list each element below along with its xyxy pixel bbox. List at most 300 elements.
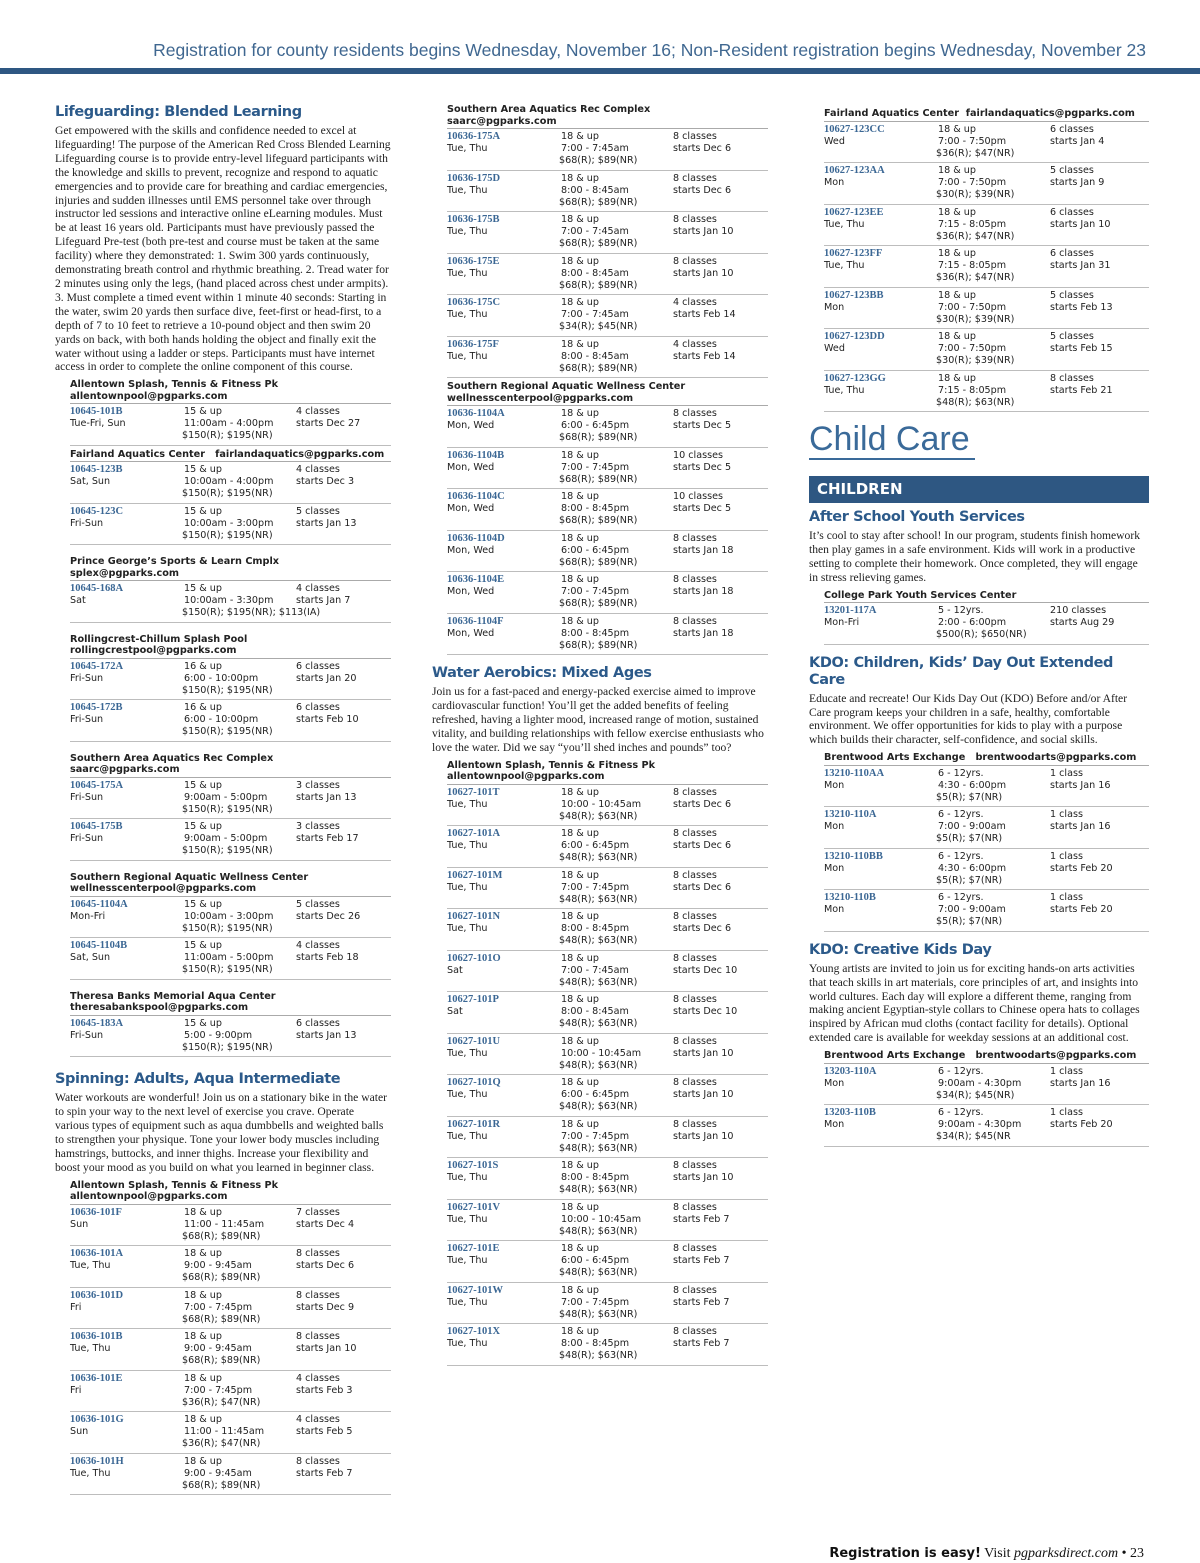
venue-email[interactable]: saarc@pgparks.com xyxy=(70,764,180,776)
class-time: 4:30 - 6:00pm xyxy=(938,862,1007,874)
class-age: 15 & up xyxy=(184,940,222,952)
class-days: Mon, Wed xyxy=(447,461,495,473)
class-code[interactable]: 10627-123CC xyxy=(824,123,885,135)
venue-header xyxy=(70,750,391,778)
class-fee: $5(R); $7(NR) xyxy=(936,833,1003,845)
class-row[interactable] xyxy=(447,1324,768,1366)
class-row[interactable] xyxy=(70,581,391,623)
class-fee: $150(R); $195(NR) xyxy=(182,922,273,934)
class-fee: $5(R); $7(NR) xyxy=(936,874,1003,886)
class-code[interactable]: 10636-101G xyxy=(70,1414,124,1426)
class-start: starts Jan 16 xyxy=(1050,1077,1111,1089)
class-days: Mon xyxy=(824,177,845,188)
class-start: starts Jan 10 xyxy=(673,1047,734,1059)
venue-email[interactable]: allentownpool@pgparks.com xyxy=(70,1191,228,1203)
class-count: 7 classes xyxy=(296,1206,340,1218)
class-days: Mon xyxy=(824,779,845,791)
class-count: 5 classes xyxy=(1050,165,1094,176)
venue-email[interactable]: saarc@pgparks.com xyxy=(447,115,557,127)
class-row[interactable] xyxy=(70,659,391,701)
class-age: 18 & up xyxy=(561,1284,599,1296)
venue-name: Fairland Aquatics Center xyxy=(70,448,205,460)
class-code[interactable]: 10645-123C xyxy=(70,505,124,517)
class-code[interactable]: 10636-1104D xyxy=(447,532,505,544)
class-row[interactable] xyxy=(447,572,768,614)
class-count: 8 classes xyxy=(673,131,717,142)
class-time: 9:00am - 4:30pm xyxy=(938,1119,1022,1131)
class-row[interactable] xyxy=(70,1205,391,1247)
class-age: 15 & up xyxy=(184,898,222,910)
section-description: Join us for a fast-paced and energy-packed exercise aimed to improve cardiovascular function! You’ll get the added benefits of feeling refreshed, having a lighter mood, increased range of motion, sustained vitality, and building relationships with fellow exercise enthusiasts who love the water. Did we say “you’ll shed inches and pounds” too? xyxy=(432,685,764,754)
class-age: 18 & up xyxy=(561,255,599,267)
class-row[interactable] xyxy=(70,897,391,939)
class-code[interactable]: 10627-123AA xyxy=(824,165,885,176)
class-code[interactable]: 10636-175C xyxy=(447,297,501,308)
class-code[interactable]: 10636-1104E xyxy=(447,574,505,585)
class-age: 15 & up xyxy=(184,406,222,418)
class-time: 6:00 - 6:45pm xyxy=(561,840,630,852)
class-row[interactable] xyxy=(70,1371,391,1413)
class-time: 7:00 - 7:50pm xyxy=(938,135,1007,147)
class-count: 4 classes xyxy=(296,1372,340,1384)
class-row[interactable] xyxy=(447,909,768,951)
class-fee: $68(R); $89(NR) xyxy=(559,473,638,485)
class-code[interactable]: 10627-101U xyxy=(447,1035,501,1047)
section-title[interactable]: After School Youth Services xyxy=(809,509,1025,525)
class-row[interactable] xyxy=(447,129,768,171)
class-days: Tue, Thu xyxy=(70,1343,111,1355)
class-age: 18 & up xyxy=(938,331,976,342)
class-code[interactable]: 10636-1104B xyxy=(447,449,505,461)
class-code[interactable]: 10627-101O xyxy=(447,952,501,964)
class-code[interactable]: 10645-101B xyxy=(70,406,123,418)
class-start: starts Jan 13 xyxy=(296,517,357,529)
class-list xyxy=(432,785,768,1366)
class-code[interactable]: 10636-1104A xyxy=(447,408,505,419)
class-code[interactable]: 10627-101V xyxy=(447,1201,501,1213)
class-code[interactable]: 13210-110B xyxy=(824,892,876,904)
venue-email[interactable]: allentownpool@pgparks.com xyxy=(70,390,228,402)
section-title[interactable]: Spinning: Adults, Aqua Intermediate xyxy=(55,1071,341,1088)
class-row[interactable] xyxy=(824,603,1149,645)
class-age: 18 & up xyxy=(561,828,599,840)
class-code[interactable]: 10627-123BB xyxy=(824,289,884,301)
venue-name: Fairland Aquatics Center xyxy=(824,108,959,119)
class-row[interactable] xyxy=(70,1288,391,1330)
class-start: starts Jan 10 xyxy=(673,267,734,279)
section-title[interactable]: Lifeguarding: Blended Learning xyxy=(55,104,302,120)
class-code[interactable]: 10645-1104B xyxy=(70,940,128,952)
class-count: 8 classes xyxy=(673,952,717,964)
class-count: 6 classes xyxy=(296,702,340,714)
class-row[interactable] xyxy=(447,951,768,993)
class-fee: $5(R); $7(NR) xyxy=(936,916,1003,928)
class-code[interactable]: 10636-175E xyxy=(447,255,500,267)
class-row[interactable] xyxy=(824,1064,1149,1106)
class-count: 3 classes xyxy=(296,779,340,791)
class-fee: $68(R); $89(NR) xyxy=(559,279,638,291)
class-fee: $68(R); $89(NR) xyxy=(559,432,638,443)
class-code[interactable]: 10627-123DD xyxy=(824,331,885,342)
class-row[interactable] xyxy=(447,1200,768,1242)
section-title[interactable]: KDO: Creative Kids Day xyxy=(809,941,992,958)
class-time: 7:00 - 7:45pm xyxy=(561,1130,630,1142)
class-row[interactable] xyxy=(824,807,1149,849)
class-row[interactable] xyxy=(70,778,391,820)
venue-header xyxy=(70,553,391,581)
class-code[interactable]: 10627-101W xyxy=(447,1284,503,1296)
class-start: starts Feb 14 xyxy=(673,309,736,320)
class-start: starts Feb 7 xyxy=(673,1255,730,1267)
class-row[interactable] xyxy=(447,171,768,213)
class-row[interactable] xyxy=(824,766,1149,808)
class-start: starts Dec 5 xyxy=(673,503,732,514)
class-start: starts Dec 3 xyxy=(296,476,355,488)
class-code[interactable]: 10627-101P xyxy=(447,994,499,1006)
class-fee: $48(R); $63(NR) xyxy=(559,1350,638,1362)
class-start: starts Dec 6 xyxy=(296,1260,355,1272)
class-time: 8:00 - 8:45pm xyxy=(561,503,630,514)
class-age: 18 & up xyxy=(561,491,599,502)
venue-header xyxy=(70,869,391,897)
class-row[interactable] xyxy=(447,337,768,379)
class-row[interactable] xyxy=(824,849,1149,891)
class-start: starts Dec 26 xyxy=(296,910,361,922)
class-age: 15 & up xyxy=(184,505,222,517)
class-time: 9:00am - 5:00pm xyxy=(184,791,268,803)
class-code[interactable]: 10636-101E xyxy=(70,1372,123,1384)
class-code[interactable]: 10645-175A xyxy=(70,779,124,791)
venue-email[interactable]: brentwoodarts@pgparks.com xyxy=(975,1050,1137,1062)
class-start: starts Dec 27 xyxy=(296,418,361,430)
class-start: starts Jan 16 xyxy=(1050,779,1111,791)
class-row[interactable] xyxy=(824,205,1149,247)
class-row[interactable] xyxy=(824,371,1149,413)
class-code[interactable]: 10636-175D xyxy=(447,172,501,184)
class-code[interactable]: 13210-110A xyxy=(824,809,877,821)
class-code[interactable]: 10636-101B xyxy=(70,1331,123,1343)
page-header xyxy=(0,0,1200,78)
class-row[interactable] xyxy=(447,1241,768,1283)
class-row[interactable] xyxy=(447,406,768,448)
class-age: 18 & up xyxy=(561,911,599,923)
class-days: Tue, Thu xyxy=(824,260,865,271)
class-row[interactable] xyxy=(70,700,391,742)
class-days: Mon, Wed xyxy=(447,544,495,556)
class-row[interactable] xyxy=(447,868,768,910)
class-code[interactable]: 10627-101A xyxy=(447,828,501,840)
class-code[interactable]: 10627-101M xyxy=(447,869,503,881)
class-row[interactable] xyxy=(70,819,391,861)
class-row[interactable] xyxy=(447,1117,768,1159)
class-row[interactable] xyxy=(447,992,768,1034)
footer-sep: • xyxy=(1121,1546,1127,1561)
class-start: starts Dec 6 xyxy=(673,143,732,154)
class-row[interactable] xyxy=(447,826,768,868)
section-title[interactable]: KDO: Children, Kids’ Day Out Extended Care xyxy=(809,654,1114,688)
class-count: 4 classes xyxy=(296,583,340,595)
venue-email[interactable]: splex@pgparks.com xyxy=(70,567,180,579)
class-time: 7:00 - 9:00am xyxy=(938,821,1006,833)
class-row[interactable] xyxy=(447,1075,768,1117)
class-fee: $30(R); $39(NR) xyxy=(936,189,1015,200)
class-time: 7:15 - 8:05pm xyxy=(938,384,1007,396)
class-count: 8 classes xyxy=(296,1289,340,1301)
class-code[interactable]: 13210-110BB xyxy=(824,850,883,862)
class-age: 15 & up xyxy=(184,464,222,476)
class-row[interactable] xyxy=(447,785,768,827)
class-row[interactable] xyxy=(824,329,1149,371)
class-code[interactable]: 10645-172A xyxy=(70,660,124,672)
class-row[interactable] xyxy=(70,1454,391,1496)
class-start: starts Jan 10 xyxy=(673,226,734,237)
venue-name: Theresa Banks Memorial Aqua Center xyxy=(70,990,276,1002)
class-code[interactable]: 10627-101S xyxy=(447,1160,499,1172)
section-title[interactable]: Water Aerobics: Mixed Ages xyxy=(432,665,652,681)
venue-email[interactable]: allentownpool@pgparks.com xyxy=(447,771,605,783)
footer-url[interactable]: pgparksdirect.com xyxy=(1014,1546,1119,1561)
class-start: starts Dec 10 xyxy=(673,964,738,976)
class-code[interactable]: 10645-168A xyxy=(70,583,124,595)
class-time: 10:00am - 3:30pm xyxy=(184,595,274,607)
class-start: starts Jan 13 xyxy=(296,791,357,803)
class-days: Sat, Sun xyxy=(70,952,111,964)
class-start: starts Dec 10 xyxy=(673,1006,738,1018)
class-row[interactable] xyxy=(447,614,768,656)
class-fee: $150(R); $195(NR) xyxy=(182,803,273,815)
class-list xyxy=(432,129,768,378)
class-age: 18 & up xyxy=(938,206,976,218)
class-row[interactable] xyxy=(70,1016,391,1058)
class-days: Tue, Thu xyxy=(447,1172,488,1184)
class-count: 8 classes xyxy=(296,1331,340,1343)
class-row[interactable] xyxy=(447,295,768,337)
class-start: starts Jan 13 xyxy=(296,1029,357,1041)
venue-email[interactable]: fairlandaquatics@pgparks.com xyxy=(965,108,1135,119)
class-days: Mon xyxy=(824,1119,845,1131)
class-age: 6 - 12yrs. xyxy=(938,850,984,862)
class-fee: $48(R); $63(NR) xyxy=(559,893,638,905)
class-code[interactable]: 10627-123EE xyxy=(824,206,884,218)
class-age: 18 & up xyxy=(184,1331,222,1343)
class-code[interactable]: 10636-101H xyxy=(70,1455,124,1467)
class-fee: $5(R); $7(NR) xyxy=(936,791,1003,803)
class-fee: $36(R); $47(NR) xyxy=(936,230,1015,242)
class-count: 1 class xyxy=(1050,892,1083,904)
class-start: starts Jan 7 xyxy=(296,595,351,607)
class-days: Mon xyxy=(824,821,845,833)
class-code[interactable]: 10645-175B xyxy=(70,821,123,833)
class-fee: $150(R); $195(NR) xyxy=(182,1041,273,1053)
class-start: starts Feb 10 xyxy=(296,714,359,726)
class-row[interactable] xyxy=(70,1246,391,1288)
class-age: 18 & up xyxy=(561,297,599,308)
class-row[interactable] xyxy=(824,246,1149,288)
class-fee: $68(R); $89(NR) xyxy=(182,1272,261,1284)
class-fee: $48(R); $63(NR) xyxy=(936,396,1015,408)
class-age: 6 - 12yrs. xyxy=(938,767,984,779)
class-list xyxy=(55,404,391,446)
class-start: starts Jan 18 xyxy=(673,544,734,556)
class-list xyxy=(55,778,391,861)
class-code[interactable]: 13201-117A xyxy=(824,605,877,617)
class-age: 18 & up xyxy=(184,1206,222,1218)
class-days: Mon-Fri xyxy=(70,910,106,922)
class-time: 11:00 - 11:45am xyxy=(184,1426,265,1438)
class-row[interactable] xyxy=(824,288,1149,330)
class-count: 1 class xyxy=(1050,1065,1083,1077)
venue-header xyxy=(824,104,1149,122)
class-time: 7:00 - 7:45pm xyxy=(561,461,630,473)
class-row[interactable] xyxy=(824,1105,1149,1147)
class-code[interactable]: 10636-101D xyxy=(70,1289,124,1301)
class-time: 5:00 - 9:00pm xyxy=(184,1029,253,1041)
class-code[interactable]: 10636-175F xyxy=(447,338,499,350)
class-row[interactable] xyxy=(70,1329,391,1371)
class-count: 8 classes xyxy=(673,1243,717,1255)
class-age: 18 & up xyxy=(561,574,599,585)
class-age: 18 & up xyxy=(561,172,599,184)
class-start: starts Feb 20 xyxy=(1050,904,1113,916)
class-time: 11:00 - 11:45am xyxy=(184,1218,265,1230)
class-code[interactable]: 10627-101E xyxy=(447,1243,500,1255)
class-age: 15 & up xyxy=(184,821,222,833)
class-fee: $48(R); $63(NR) xyxy=(559,1267,638,1279)
class-code[interactable]: 10636-175B xyxy=(447,214,500,225)
class-count: 6 classes xyxy=(1050,206,1094,218)
class-code[interactable]: 10645-123B xyxy=(70,464,123,476)
class-age: 18 & up xyxy=(561,615,599,627)
class-days: Tue, Thu xyxy=(447,798,488,810)
class-row[interactable] xyxy=(447,1034,768,1076)
venue-email[interactable]: wellnesscenterpool@pgparks.com xyxy=(70,883,257,895)
class-code[interactable]: 10627-123GG xyxy=(824,372,886,384)
class-row[interactable] xyxy=(447,1158,768,1200)
class-row[interactable] xyxy=(824,163,1149,205)
class-code[interactable]: 10645-172B xyxy=(70,702,123,714)
class-fee: $150(R); $195(NR) xyxy=(182,488,273,500)
class-code[interactable]: 10627-101Q xyxy=(447,1077,501,1089)
class-fee: $150(R); $195(NR) xyxy=(182,964,273,976)
class-age: 18 & up xyxy=(561,994,599,1006)
class-code[interactable]: 10627-101N xyxy=(447,911,501,923)
class-code[interactable]: 13203-110B xyxy=(824,1107,876,1119)
class-count: 5 classes xyxy=(296,898,340,910)
venue-email[interactable]: theresabankspool@pgparks.com xyxy=(70,1002,249,1014)
class-days: Mon xyxy=(824,1077,845,1089)
class-days: Mon xyxy=(824,904,845,916)
class-days: Mon, Wed xyxy=(447,503,495,514)
page-number: 23 xyxy=(1130,1546,1144,1561)
class-age: 18 & up xyxy=(938,248,976,259)
class-row[interactable] xyxy=(70,462,391,504)
class-count: 8 classes xyxy=(1050,372,1094,384)
class-fee: $150(R); $195(NR) xyxy=(182,726,273,738)
class-fee: $48(R); $63(NR) xyxy=(559,935,638,947)
class-start: starts Jan 31 xyxy=(1050,260,1111,271)
class-code[interactable]: 10627-101T xyxy=(447,786,500,798)
class-time: 6:00 - 6:45pm xyxy=(561,1255,630,1267)
class-count: 6 classes xyxy=(1050,248,1094,259)
class-fee: $34(R); $45(NR xyxy=(936,1131,1011,1143)
class-row[interactable] xyxy=(70,1412,391,1454)
footer-lead: Registration is easy! xyxy=(829,1546,981,1561)
class-time: 10:00 - 10:45am xyxy=(561,1047,642,1059)
class-row[interactable] xyxy=(824,122,1149,164)
class-code[interactable]: 10636-175A xyxy=(447,131,501,142)
class-fee: $36(R); $47(NR) xyxy=(936,272,1015,283)
class-code[interactable]: 13210-110AA xyxy=(824,767,885,779)
class-days: Mon-Fri xyxy=(824,617,860,629)
class-time: 8:00 - 8:45am xyxy=(561,184,629,196)
class-code[interactable]: 10645-1104A xyxy=(70,898,128,910)
class-start: starts Feb 13 xyxy=(1050,301,1113,313)
class-start: starts Aug 29 xyxy=(1050,617,1115,629)
class-row[interactable] xyxy=(447,531,768,573)
class-row[interactable] xyxy=(447,489,768,531)
class-row[interactable] xyxy=(70,504,391,546)
class-code[interactable]: 10636-101A xyxy=(70,1248,124,1260)
class-code[interactable]: 13203-110A xyxy=(824,1065,877,1077)
class-time: 8:00 - 8:45pm xyxy=(561,923,630,935)
class-count: 8 classes xyxy=(673,994,717,1006)
class-code[interactable]: 10627-101R xyxy=(447,1118,501,1130)
class-time: 10:00 - 10:45am xyxy=(561,1213,642,1225)
class-days: Fri-Sun xyxy=(70,714,104,726)
venue-email[interactable]: rollingcrestpool@pgparks.com xyxy=(70,645,237,657)
class-days: Fri-Sun xyxy=(70,1029,104,1041)
class-list xyxy=(809,603,1149,645)
class-start: starts Dec 6 xyxy=(673,881,732,893)
class-days: Tue, Thu xyxy=(447,1047,488,1059)
class-code[interactable]: 10636-1104C xyxy=(447,491,505,502)
class-count: 4 classes xyxy=(296,1414,340,1426)
class-days: Tue, Thu xyxy=(447,1089,488,1101)
class-row[interactable] xyxy=(447,448,768,490)
class-row[interactable] xyxy=(70,404,391,446)
class-count: 8 classes xyxy=(673,214,717,225)
venue-email[interactable]: brentwoodarts@pgparks.com xyxy=(975,752,1137,764)
class-age: 18 & up xyxy=(561,449,599,461)
category-band: CHILDREN xyxy=(809,476,1149,503)
class-time: 10:00 - 10:45am xyxy=(561,798,642,810)
class-fee: $68(R); $89(NR) xyxy=(559,556,638,568)
class-code[interactable]: 10627-123FF xyxy=(824,248,883,259)
class-row[interactable] xyxy=(447,254,768,296)
class-code[interactable]: 10645-183A xyxy=(70,1017,124,1029)
class-code[interactable]: 10627-101X xyxy=(447,1326,501,1338)
class-list xyxy=(809,1064,1149,1147)
venue-header xyxy=(70,1177,391,1205)
venue-email[interactable]: wellnesscenterpool@pgparks.com xyxy=(447,392,634,404)
class-fee: $34(R); $45(NR) xyxy=(559,321,638,332)
class-time: 9:00 - 9:45am xyxy=(184,1343,252,1355)
class-row[interactable] xyxy=(447,1283,768,1325)
class-row[interactable] xyxy=(70,938,391,980)
class-count: 1 class xyxy=(1050,1107,1083,1119)
class-list xyxy=(55,659,391,742)
class-code[interactable]: 10636-1104F xyxy=(447,615,504,627)
class-code[interactable]: 10636-101F xyxy=(70,1206,122,1218)
venue-email[interactable]: fairlandaquatics@pgparks.com xyxy=(215,448,385,460)
class-row[interactable] xyxy=(447,212,768,254)
class-days: Tue, Thu xyxy=(447,309,488,320)
class-count: 8 classes xyxy=(673,532,717,544)
class-age: 18 & up xyxy=(938,165,976,176)
class-time: 6:00 - 6:45pm xyxy=(561,544,630,556)
class-age: 18 & up xyxy=(184,1248,222,1260)
class-row[interactable] xyxy=(824,890,1149,932)
